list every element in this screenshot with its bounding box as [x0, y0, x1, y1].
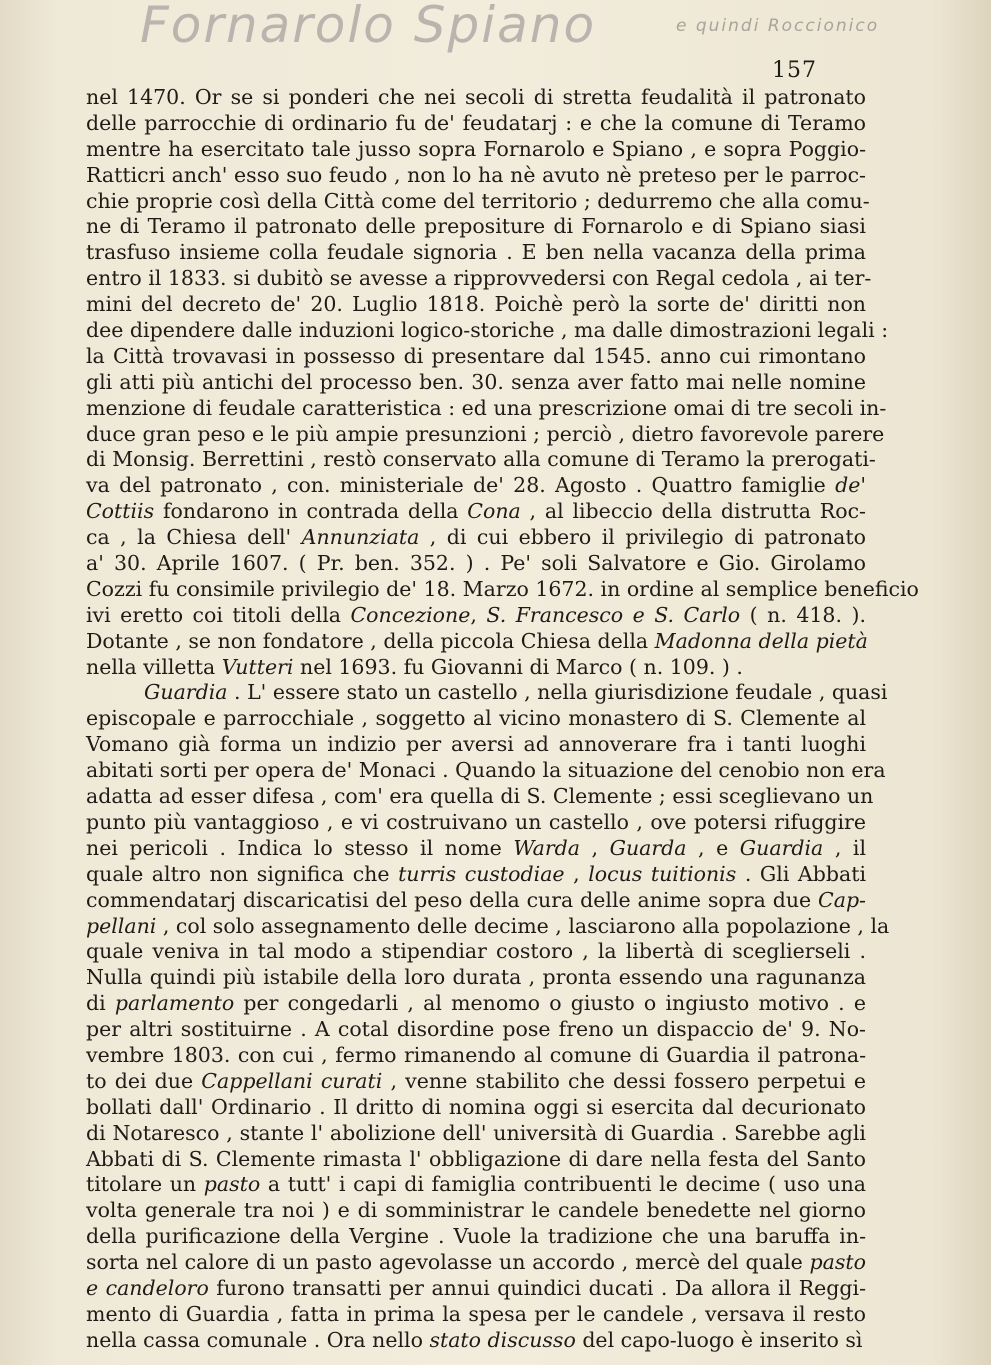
text-line [86, 888, 866, 914]
text-run: a' 30. Aprile 1607. ( Pr. ben. 352. ) . Pe' soli Salvatore e Gio. Girolamo [86, 551, 866, 576]
page-number: 157 [772, 58, 817, 83]
text-line [86, 706, 866, 732]
text-run: per altri sostituirne . A cotal disordine pose freno un dispaccio de' 9. No- [86, 1017, 866, 1042]
text-run: ivi eretto coi titoli della [86, 602, 351, 627]
text-line [86, 1043, 866, 1069]
text-run: , [470, 602, 487, 627]
text-run: di [86, 991, 115, 1016]
text-run: nei pericoli . Indica lo stesso il nome [86, 835, 514, 860]
text-run: to dei due [86, 1068, 202, 1093]
text-run: mini del decreto de' 20. Luglio 1818. Poichè però la sorte de' diritti non [86, 292, 866, 317]
italic-text-run: Cappellani curati [201, 1068, 383, 1093]
text-line [86, 188, 870, 215]
text-run: menzione di feudale caratteristica : ed una prescrizione omai di tre secoli in- [86, 395, 887, 420]
text-run: Cozzi fu consimile privilegio de' 18. Marzo 1672. in ordine al semplice beneficio [86, 576, 919, 601]
text-run: ( n. 418. ). [740, 602, 866, 627]
text-line [86, 1250, 866, 1276]
text-run: ca , la Chiesa dell' [86, 525, 302, 550]
text-line [86, 421, 885, 448]
text-line [86, 810, 866, 836]
text-line [86, 214, 866, 240]
text-run: vembre 1803. con cui , fermo rimanendo al comune di Guardia il patrona- [86, 1042, 866, 1067]
italic-text-run: Cap- [818, 887, 866, 912]
text-line [86, 1172, 866, 1198]
text-line [86, 344, 866, 370]
text-line [86, 939, 866, 965]
text-line [86, 1069, 866, 1095]
text-line [86, 1121, 866, 1147]
text-line [86, 1328, 866, 1354]
text-line [86, 758, 886, 784]
text-line [86, 913, 890, 940]
text-run: nella villetta [86, 654, 222, 679]
text-run: bollati dall' Ordinario . Il dritto di nomina oggi si esercita dal decurionato [86, 1094, 866, 1119]
text-line [86, 473, 866, 499]
text-run: volta generale tra noi ) e di somministrar le candele benedette nel giorno [86, 1198, 866, 1223]
text-run: Vomano già forma un indizio per aversi ad annoverare fra i tanti luoghi [86, 732, 866, 757]
text-run: delle parrocchie di ordinario fu de' feudatarj : e che la comune di Teramo [86, 110, 866, 135]
italic-text-run: Cottiis [86, 499, 155, 524]
text-line [86, 680, 888, 706]
text-line [86, 240, 866, 266]
text-run: per congedarli , al menomo o giusto o ingiusto motivo . e [234, 991, 866, 1016]
text-run: commendatarj discaricatisi del peso della cura delle anime sopra due [86, 887, 819, 912]
text-line [86, 525, 866, 551]
handwritten-note: e quindi Roccionico [676, 16, 880, 36]
italic-text-run: Vutteri [221, 654, 294, 679]
text-run: Dotante , se non fondatore , della piccola Chiesa della [86, 628, 655, 653]
italic-text-run: Warda [513, 835, 580, 860]
text-run: , il [823, 835, 866, 860]
italic-text-run: e candeloro [86, 1275, 209, 1300]
text-run: di Notaresco , stante l' abolizione dell' università di Guardia . Sarebbe agli [86, 1120, 866, 1145]
text-run: , col solo assegnamento delle decime , lasciarono alla popolazione , la [156, 913, 890, 938]
text-run: nella cassa comunale . Ora nello [86, 1327, 430, 1352]
text-line [86, 965, 866, 991]
text-run: furono transatti per annui quindici ducati . Da allora il Reggi- [208, 1275, 866, 1300]
italic-text-run: stato discusso [429, 1327, 576, 1352]
text-run: mento di Guardia , fatta in prima la spesa per le candele , versava il resto [86, 1301, 866, 1326]
text-run: adatta ad esser difesa , com' era quella di S. Clemente ; essi sceglievano un [86, 784, 874, 809]
text-line [86, 784, 874, 810]
text-run: , e [686, 835, 740, 860]
text-line [86, 732, 866, 758]
text-run: dee dipendere dalle induzioni logico-storiche , ma dalle dimostrazioni legali : [86, 318, 889, 343]
text-line [86, 111, 866, 137]
text-line [86, 1276, 866, 1302]
text-run: . Gli Abbati [736, 861, 866, 886]
text-run: quale altro non significa che [86, 861, 399, 886]
text-run: quale veniva in tal modo a stipendiar costoro , la libertà di sceglierseli . [86, 939, 866, 964]
text-run: . L' essere stato un castello , nella giurisdizione feudale , quasi [227, 680, 888, 705]
text-run: titolare un [86, 1172, 204, 1197]
italic-text-run: pellani [86, 913, 157, 938]
text-line [86, 447, 876, 473]
text-line [86, 292, 866, 318]
text-run: , di cui ebbero il privilegio di patronato [419, 525, 866, 550]
italic-text-run: de' [835, 473, 866, 498]
text-run: Abbati di S. Clemente rimasta l' obbligazione di dare nella festa del Santo [86, 1146, 866, 1171]
text-line [86, 163, 866, 189]
text-run: fondarono in contrada della [154, 499, 468, 524]
text-run: , [579, 835, 610, 860]
text-line [86, 266, 872, 292]
text-line [86, 1017, 866, 1043]
italic-text-run: Concezione [350, 602, 471, 627]
text-run: nel 1470. Or se si ponderi che nei secoli di stretta feudalità il patronato [86, 85, 866, 109]
italic-text-run: Guardia [144, 680, 228, 705]
text-line [86, 499, 866, 525]
text-run: ne di Teramo il patronato delle prepositure di Fornarolo e di Spiano siasi [86, 214, 866, 239]
text-run: punto più vantaggioso , e vi costruivano un castello , ove potersi rifuggire [86, 809, 866, 834]
text-run: trasfuso insieme colla feudale signoria . E ben nella vacanza della prima [86, 240, 866, 265]
text-line [86, 576, 919, 603]
text-run: Ratticri anch' esso suo feudo , non lo ha nè avuto nè preteso per le parroc- [86, 162, 866, 187]
text-run: duce gran peso e le più ampie presunzioni ; perciò , dietro favorevole parere [86, 421, 885, 446]
text-run: della purificazione della Vergine . Vuole la tradizione che una baruffa in- [86, 1224, 866, 1249]
text-run: mentre ha esercitato tale jusso sopra Fornarolo e Spiano , e sopra Poggio- [86, 136, 866, 161]
text-run: nel 1693. fu Giovanni di Marco ( n. 109. ) . [293, 654, 743, 679]
text-run: sorta nel calore di un pasto agevolasse un accordo , mercè del quale [86, 1250, 810, 1275]
text-line [86, 370, 866, 396]
italic-text-run: Madonna della pietà [654, 628, 868, 653]
text-line [86, 551, 866, 577]
text-run: a tutt' i capi di famiglia contribuenti le decime ( uso una [260, 1172, 866, 1197]
text-line [86, 137, 866, 163]
text-line [86, 1198, 866, 1224]
text-run: , venne stabilito che dessi fossero perpetui e [382, 1068, 866, 1093]
italic-text-run: pasto [809, 1250, 866, 1275]
text-run: episcopale e parrocchiale , soggetto al vicino monastero di S. Clemente al [86, 706, 866, 731]
text-run: chie proprie così della Città come del territorio ; dedurremo che alla comu- [86, 188, 870, 213]
text-line [86, 836, 866, 862]
text-run: abitati sorti per opera de' Monaci . Quando la situazione del cenobio non era [86, 758, 886, 783]
text-line [86, 862, 866, 888]
text-line [86, 991, 866, 1017]
text-run: del capo-luogo è inserito sì [575, 1327, 863, 1352]
italic-text-run: Cona [467, 499, 521, 524]
text-run: va del patronato , con. ministeriale de' 28. Agosto . Quattro famiglie [86, 473, 836, 498]
text-line [86, 1095, 866, 1121]
italic-text-run: parlamento [114, 991, 235, 1016]
text-line [86, 629, 866, 655]
body-text [86, 85, 919, 1354]
italic-text-run: turris custodiae [398, 861, 565, 886]
italic-text-run: Guardia [739, 835, 824, 860]
italic-text-run: Annunziata [301, 525, 420, 550]
text-run: entro il 1833. si dubitò se avesse a ripprovvedersi con Regal cedola , ai ter- [86, 266, 872, 291]
text-line [86, 1224, 866, 1250]
text-run: , [564, 861, 589, 886]
text-line [86, 1302, 866, 1328]
text-run: gli atti più antichi del processo ben. 30. senza aver fatto mai nelle nomine [86, 369, 866, 394]
italic-text-run: locus tuitionis [588, 861, 737, 886]
text-run: di Monsig. Berrettini , restò conservato alla comune di Teramo la prerogati- [86, 447, 876, 472]
text-line [86, 318, 889, 344]
text-line [86, 603, 866, 629]
text-line [86, 395, 887, 422]
text-line [86, 655, 866, 681]
text-line [86, 1147, 866, 1173]
text-line [86, 85, 866, 111]
italic-text-run: Guarda [609, 835, 687, 860]
handwritten-title: Fornarolo Spiano [140, 0, 597, 54]
text-run: , al libeccio della distrutta Roc- [520, 499, 866, 524]
italic-text-run: pasto [203, 1172, 261, 1197]
text-run: Nulla quindi più istabile della loro durata , pronta essendo una ragunanza [86, 965, 866, 990]
text-run: la Città trovavasi in possesso di presentare dal 1545. anno cui rimontano [86, 343, 866, 368]
italic-text-run: S. Francesco e S. Carlo [486, 602, 741, 627]
